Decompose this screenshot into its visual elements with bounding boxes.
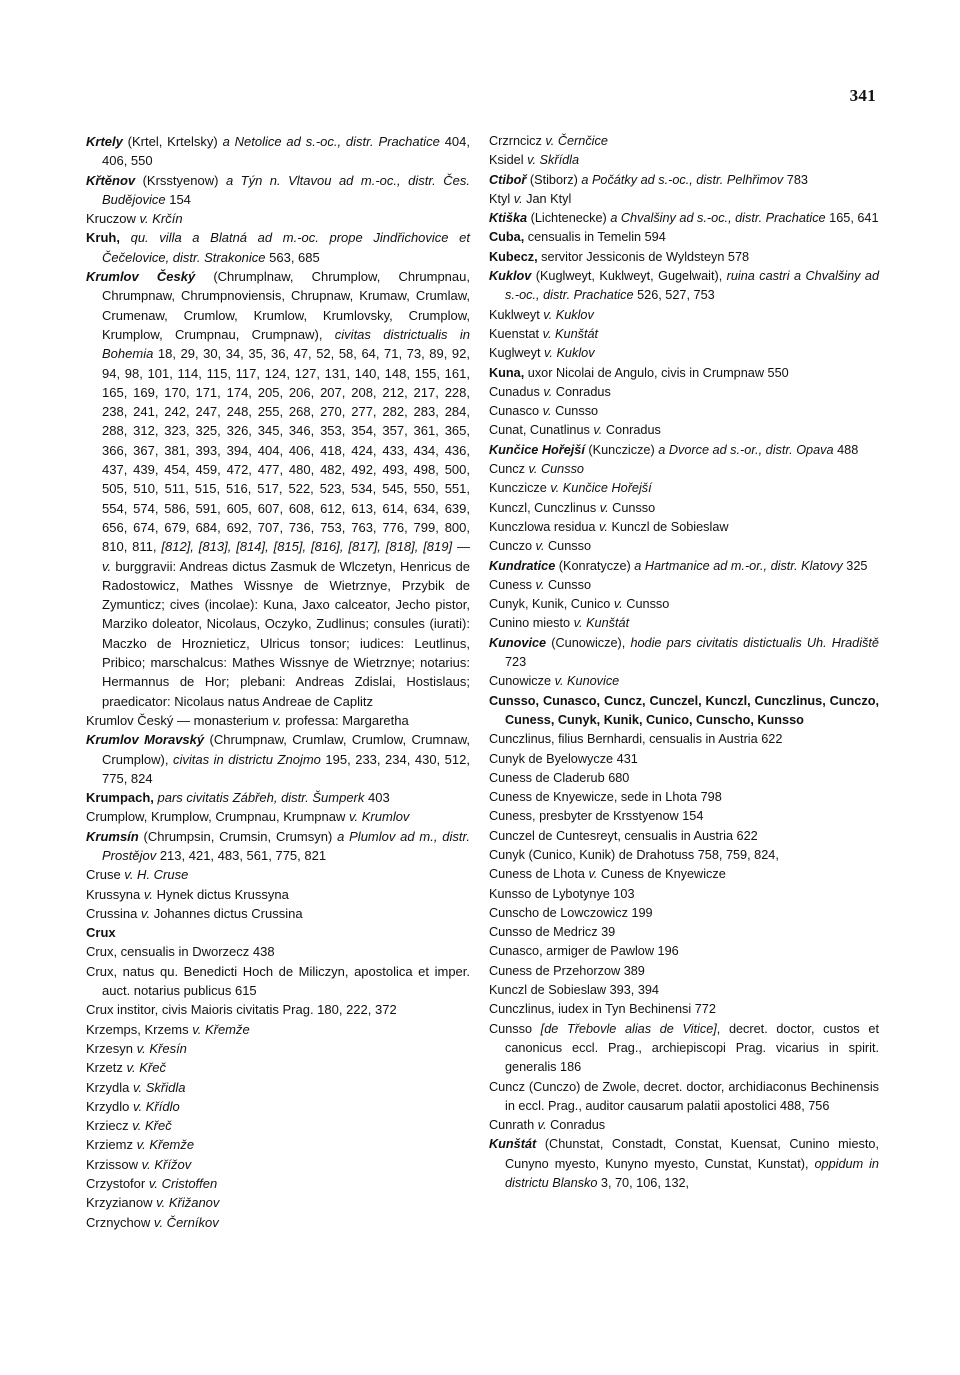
entry-text: Crznychow xyxy=(86,1214,154,1230)
entry-text: a Počátky ad s.-oc., distr. Pelhřimov xyxy=(581,172,784,187)
entry-text: Cunat, Cunatlinus xyxy=(489,423,594,438)
entry-text: a Plumlov ad m., distr. Prostějov xyxy=(102,828,470,863)
entry-text: Krzesyn xyxy=(86,1040,137,1056)
entry-text: (Chunstat, Constadt, Constat, Kuensat, Cunino miesto, Cunyno myesto, Kunyno myesto, Cunstat, Kunstat), xyxy=(505,1137,879,1171)
entry-text: Cuncz (Cunczo) de Zwole, decret. doctor, archidiaconus Bechinensis in eccl. Prag., auditor causarum palatii apostolici 488, 756 xyxy=(489,1079,879,1113)
entry-text: 165, 641 xyxy=(825,211,879,226)
entry-text: Cuness de Przehorzow 389 xyxy=(489,963,645,978)
entry-text: v. Křesín xyxy=(136,1040,187,1056)
entry-text: a Hartmanice ad m.-or., distr. Klatovy xyxy=(634,558,843,573)
entry-headword: Kunčice Hořejší xyxy=(489,442,585,457)
entry-text: civitas districtualis in Bohemia xyxy=(102,326,470,362)
entry-text: Cunczlinus, iudex in Tyn Bechinensi 772 xyxy=(489,1002,716,1017)
index-entry xyxy=(86,1213,470,1232)
entry-text: Cuness de Knyewicze xyxy=(597,867,726,882)
entry-headword: Kuklov xyxy=(489,269,532,284)
entry-text: v. Černíkov xyxy=(153,1214,219,1230)
entry-headword: Kubecz, xyxy=(489,249,538,264)
index-entry xyxy=(86,865,470,884)
index-entry xyxy=(86,132,470,171)
entry-text: Kunczl de Sobieslaw xyxy=(607,519,729,534)
entry-text: Ktyl xyxy=(489,191,514,206)
entry-text: v. xyxy=(542,404,552,419)
entry-text: Hynek dictus Krussyna xyxy=(152,886,289,902)
entry-text: censualis in Temelin 594 xyxy=(524,230,666,245)
index-entry xyxy=(86,1155,470,1174)
entry-text: Krzissow xyxy=(86,1156,142,1172)
entry-text: Kuglweyt xyxy=(489,346,545,361)
index-entry xyxy=(86,942,470,961)
entry-text: Crzrncicz xyxy=(489,134,546,148)
entry-text: 3, 70, 106, 132, xyxy=(597,1176,690,1191)
entry-text: , decret. doctor, custos et canonicus eccl. Prag., archiepiscopi Prag. vicarius in spirit. generalis 186 xyxy=(505,1021,880,1075)
entry-headword: Kunštát xyxy=(489,1137,537,1152)
index-entry xyxy=(489,306,879,325)
entry-text: v. xyxy=(599,500,609,515)
index-entry xyxy=(489,730,879,749)
entry-text: v. xyxy=(613,597,623,612)
entry-text: v. H. Cruse xyxy=(124,867,189,883)
entry-text: Kruczow xyxy=(86,211,140,227)
entry-text: v. xyxy=(513,191,523,206)
entry-text: Cunczo xyxy=(489,539,536,554)
index-entry xyxy=(489,1135,879,1193)
entry-text: 18, 29, 30, 34, 35, 36, 47, 52, 58, 64, 71, 73, 89, 92, 94, 98, 101, 114, 115, 117, 124, 127, 131, 140, 148, 155, 161, 165, 169, 170, 171, 174, 205, 206, 207, 208, 212, 217, 228, 238, 241, 242, 247, 248, 255, 268, 270, 277, 282, 283, 284, 288, 312, 323, 325, 326, 345, 346, 353, 354, 357, 361, 365, 366, 367, 381, 393, 394, 404, 406, 418, 424, 433, 434, 436, 437, 439, 454, 459, 472, 477, 480, 482, 492, 493, 498, 500, 505, 510, 511, 515, 516, 517, 522, 523, 534, 545, 550, 551, 554, 574, 586, 591, 605, 607, 608, 612, 613, 614, 634, 639, 656, 674, 679, 684, 692, 707, 736, 753, 763, 776, 799, 800, 810, 811, xyxy=(102,346,470,555)
entry-text: v. Krčín xyxy=(139,211,183,227)
entry-text: Crux, censualis in Dworzecz 438 xyxy=(86,944,275,960)
entry-text: v. Kuklov xyxy=(543,307,594,322)
entry-text: civitas in districtu Znojmo xyxy=(172,751,321,767)
entry-text: v. xyxy=(593,423,603,438)
entry-text: Kuenstat xyxy=(489,326,543,341)
entry-text: Crzystofor xyxy=(86,1176,149,1192)
entry-text: Cuness de Claderub 680 xyxy=(489,770,630,785)
entry-text: Conradus xyxy=(602,423,661,438)
index-entry xyxy=(489,171,879,190)
index-entry xyxy=(489,267,879,306)
index-entry xyxy=(86,788,470,807)
entry-text: Cunyk (Cunico, Kunik) de Drahotuss 758, 759, 824, xyxy=(489,847,779,862)
index-entry xyxy=(86,171,470,210)
index-entry xyxy=(489,827,879,846)
entry-text: a Netolice ad s.-oc., distr. Prachatice xyxy=(222,134,440,149)
entry-headword: Krumlov Moravský xyxy=(86,732,205,748)
index-entry xyxy=(489,1020,879,1078)
index-entry xyxy=(86,267,470,711)
entry-headword: Krtely xyxy=(86,134,123,149)
entry-text: v. xyxy=(140,905,151,921)
entry-text: v. Křeč xyxy=(132,1118,172,1134)
index-entry xyxy=(86,1039,470,1058)
entry-text: v. Kunštát xyxy=(542,326,599,341)
entry-text: v. Kuklov xyxy=(544,346,595,361)
index-entry xyxy=(489,228,879,247)
index-entry xyxy=(489,383,879,402)
entry-text: 325 xyxy=(842,558,868,573)
index-entry xyxy=(489,441,879,460)
index-entry xyxy=(86,711,470,730)
entry-text: Kunczicze xyxy=(489,481,551,496)
entry-text: 488 xyxy=(833,442,859,457)
index-entry xyxy=(489,942,879,961)
index-entry xyxy=(489,1000,879,1019)
entry-text: Krzemps, Krzems xyxy=(86,1021,193,1037)
entry-text: Cunsso xyxy=(544,577,592,592)
entry-text: a Týn n. Vltavou ad m.-oc., distr. Čes. Budějovice xyxy=(102,172,470,207)
entry-text: (Kunczicze) xyxy=(584,442,659,457)
entry-text: [812], [813], [814], [815], [816], [817], [818], [819] xyxy=(161,539,453,555)
index-entry xyxy=(489,923,879,942)
entry-text: v. Křemže xyxy=(136,1137,195,1153)
entry-text: (Chrumplnaw, Chrumplow, Chrumpnau, Chrumpnaw, Chrumpnoviensis, Chrupnaw, Krumaw, Crumlaw, Crumenaw, Crumlow, Krumlow, Krumlovsky, Crumplow, Krumplow, Crumpnau, Crumpnaw), xyxy=(102,269,470,342)
entry-text: ruina castri a Chvalšiny ad s.-oc., distr. Prachatice xyxy=(505,269,879,303)
entry-text: v. Černčice xyxy=(545,134,608,148)
index-entry xyxy=(86,1020,470,1039)
entry-text: Crussina xyxy=(86,905,141,921)
entry-headword: Krumlov Český xyxy=(86,269,196,285)
entry-text: v. Skřídla xyxy=(527,153,580,168)
entry-text: Krzydla xyxy=(86,1079,133,1095)
index-entry xyxy=(489,846,879,865)
index-entry xyxy=(489,344,879,363)
entry-text: Crux, natus qu. Benedicti Hoch de Miliczyn, apostolica et imper. auct. notarius publicus 615 xyxy=(86,963,470,999)
entry-text: (Cunowicze), xyxy=(546,635,631,650)
entry-text: v. Křemže xyxy=(192,1021,250,1037)
entry-headword: Cunsso, Cunasco, Cuncz, Cunczel, Kunczl, Cunczlinus, Cunczo, Cuness, Cunyk, Kunik, Cunico, Cunscho, Kunsso xyxy=(489,693,879,727)
index-entry xyxy=(489,557,879,576)
entry-text: Krziecz xyxy=(86,1118,133,1134)
entry-text: 213, 421, 483, 561, 775, 821 xyxy=(156,847,327,863)
index-entry xyxy=(489,904,879,923)
entry-headword: Krumpach, xyxy=(86,790,154,806)
entry-text: Cunyk de Byelowycze 431 xyxy=(489,751,638,766)
entry-text: v. Kunštát xyxy=(573,616,630,631)
index-entry xyxy=(489,692,879,731)
entry-text: Cunadus xyxy=(489,384,544,399)
index-entry xyxy=(86,1116,470,1135)
index-entry xyxy=(489,885,879,904)
entry-text: Cunino miesto xyxy=(489,616,574,631)
entry-text: v. xyxy=(535,577,545,592)
index-entry xyxy=(86,1078,470,1097)
entry-text: Conradus xyxy=(546,1118,606,1133)
entry-text: Krumlov Český — monasterium xyxy=(86,712,273,728)
index-entry xyxy=(86,1058,470,1077)
entry-text: 563, 685 xyxy=(265,249,320,265)
entry-text: 154 xyxy=(165,191,191,207)
entry-text: (Stiborz) xyxy=(526,172,582,187)
entry-text: Cunrath xyxy=(489,1118,538,1133)
entry-text: Krzetz xyxy=(86,1060,127,1076)
entry-text: v. xyxy=(588,867,598,882)
index-entry xyxy=(489,672,879,691)
entry-headword: Crux xyxy=(86,925,116,941)
index-entry xyxy=(489,421,879,440)
entry-text: Cuncz xyxy=(489,462,529,477)
index-entry xyxy=(86,1135,470,1154)
index-entry xyxy=(489,788,879,807)
index-entry xyxy=(489,962,879,981)
index-entry xyxy=(86,730,470,788)
index-entry xyxy=(86,807,470,826)
entry-headword: Ctiboř xyxy=(489,172,527,187)
entry-text: v. Kunčice Hořejší xyxy=(550,481,652,496)
index-entry xyxy=(489,537,879,556)
entry-text: 195, 233, 234, 430, 512, 775, 824 xyxy=(102,751,470,786)
index-entry xyxy=(489,325,879,344)
entry-text: pars civitatis Zábřeh, distr. Šumperk xyxy=(153,790,365,806)
index-entry xyxy=(489,402,879,421)
entry-text: Crux institor, civis Maioris civitatis Prag. 180, 222, 372 xyxy=(86,1002,397,1018)
entry-text: a Dvorce ad s.-or., distr. Opava xyxy=(658,442,834,457)
entry-text: 526, 527, 753 xyxy=(633,288,715,303)
entry-text: Cunsso de Medricz 39 xyxy=(489,925,616,940)
index-entry xyxy=(489,190,879,209)
index-entry xyxy=(489,479,879,498)
entry-text: Cuness, presbyter de Krsstyenow 154 xyxy=(489,809,704,824)
entry-text: hodie pars civitatis distictualis Uh. Hradiště xyxy=(630,635,879,650)
entry-text: v. xyxy=(535,539,545,554)
entry-text: (Lichtenecke) xyxy=(527,211,611,226)
entry-text: v. xyxy=(272,712,282,728)
entry-text: (Krtel, Krtelsky) xyxy=(122,134,223,149)
entry-text: v. Křížov xyxy=(141,1156,192,1172)
page-number: 341 xyxy=(849,86,876,105)
entry-text: v. xyxy=(143,886,153,902)
entry-text: v. Kunovice xyxy=(554,674,620,689)
entry-text: Krziemz xyxy=(86,1137,137,1153)
entry-headword: Křtěnov xyxy=(86,172,136,188)
entry-text: v. xyxy=(537,1118,547,1133)
index-entry xyxy=(489,151,879,170)
entry-text: Kunczl, Cunczlinus xyxy=(489,500,600,515)
entry-text: (Chrumpnaw, Crumlaw, Crumlow, Crumnaw, Crumplow), xyxy=(102,732,470,767)
entry-headword: Kunovice xyxy=(489,635,547,650)
entry-headword: Kundratice xyxy=(489,558,556,573)
entry-text: v. xyxy=(543,384,553,399)
entry-text: — xyxy=(452,539,470,555)
entry-text: Cunscho de Lowczowicz 199 xyxy=(489,905,653,920)
entry-text: v. xyxy=(102,558,112,574)
entry-headword: Krumsín xyxy=(86,828,139,844)
index-entry xyxy=(489,807,879,826)
entry-text: Krzyzianow xyxy=(86,1195,157,1211)
entry-text: v. Křižanov xyxy=(156,1195,220,1211)
entry-text: (Konratycze) xyxy=(555,558,635,573)
index-entry xyxy=(489,576,879,595)
entry-headword: Cuba, xyxy=(489,230,525,245)
index-entry xyxy=(86,885,470,904)
index-entry xyxy=(489,981,879,1000)
entry-text: Cunsso xyxy=(489,1021,541,1036)
entry-text: Jan Ktyl xyxy=(522,191,572,206)
entry-text: Crumplow, Krumplow, Crumpnau, Krumpnaw xyxy=(86,809,349,825)
entry-headword: Ktiška xyxy=(489,211,528,226)
entry-text: Cunasco, armiger de Pawlow 196 xyxy=(489,944,679,959)
entry-text: professa: Margaretha xyxy=(281,712,409,728)
index-entry xyxy=(86,923,470,942)
index-entry xyxy=(86,1193,470,1212)
index-entry xyxy=(86,1000,470,1019)
index-entry xyxy=(86,1174,470,1193)
entry-text: Kunczlowa residua xyxy=(489,519,600,534)
entry-text: 723 xyxy=(505,655,527,670)
entry-text: v. Cunsso xyxy=(528,462,584,477)
index-entry xyxy=(489,364,879,383)
entry-text: Kuklweyt xyxy=(489,307,544,322)
entry-text: burggravii: Andreas dictus Zasmuk de Wlczetyn, Henricus de Radostowicz, Mathes Wissnye de Wietrznye, Przybik de Zymunticz; cives (incolae): Kuna, Jaxo calceator, Jecho pistor, Marziko doleator, Nicolaus, Oczyko, Zudlinus; consules (iurati): Maczko de Hroznieticz, Ulricus tonsor; iudices: Leutlinus, Pribico; marschalcus: Mathes Wissnye de Wietrznye; notarius: Hermannus de Hor; plebani: Andreas Zdislai, Hostislaus; praedicator: Nicolaus natus Andreae de Caplitz xyxy=(102,558,470,709)
entry-text: Krussyna xyxy=(86,886,144,902)
entry-text: Cunczlinus, filius Bernhardi, censualis in Austria 622 xyxy=(489,732,783,747)
entry-text: Cunyk, Kunik, Cunico xyxy=(489,597,614,612)
index-entry xyxy=(489,460,879,479)
index-entry xyxy=(489,595,879,614)
index-entry xyxy=(86,827,470,866)
index-entry xyxy=(489,769,879,788)
entry-text: 404, 406, 550 xyxy=(102,134,471,169)
entry-headword: Kruh, xyxy=(86,230,120,246)
entry-text: (Chrumpsin, Crumsin, Crumsyn) xyxy=(138,828,338,844)
left-column xyxy=(86,132,470,1232)
index-entry xyxy=(489,614,879,633)
right-column xyxy=(489,132,879,1193)
entry-text: Cunczel de Cuntesreyt, censualis in Austria 622 xyxy=(489,828,758,843)
entry-text: oppidum in districtu Blansko xyxy=(505,1156,879,1191)
entry-text: Conradus xyxy=(552,384,611,399)
entry-text: Cunsso xyxy=(544,539,592,554)
entry-text: Cunasco xyxy=(489,404,543,419)
entry-text: (Kuglweyt, Kuklweyt, Gugelwait), xyxy=(531,269,727,284)
entry-text: Krzydlo xyxy=(86,1098,133,1114)
index-entry xyxy=(489,248,879,267)
entry-text: v. Křeč xyxy=(126,1060,166,1076)
index-entry xyxy=(86,228,470,267)
index-entry xyxy=(489,1078,879,1117)
entry-text: Cunowicze xyxy=(489,674,555,689)
index-entry xyxy=(86,962,470,1001)
entry-text: Kunczl de Sobieslaw 393, 394 xyxy=(489,983,659,998)
entry-text: uxor Nicolai de Angulo, civis in Crumpnaw 550 xyxy=(524,365,789,380)
index-entry xyxy=(489,865,879,884)
entry-text: servitor Jessiconis de Wyldsteyn 578 xyxy=(537,249,750,264)
entry-text: qu. villa a Blatná ad m.-oc. prope Jindřichovice et Čečelovice, distr. Strakonice xyxy=(102,230,470,265)
index-entry xyxy=(86,904,470,923)
entry-text: v. Krumlov xyxy=(349,809,410,825)
entry-text: v. Cristoffen xyxy=(148,1176,218,1192)
entry-text: Ksidel xyxy=(489,153,528,168)
index-entry xyxy=(489,132,879,151)
entry-text: Kunsso de Lybotynye 103 xyxy=(489,886,635,901)
entry-text: Cunsso xyxy=(608,500,656,515)
entry-text: Cunsso xyxy=(551,404,599,419)
entry-text: Cruse xyxy=(86,867,125,883)
entry-text: Johannes dictus Crussina xyxy=(150,905,303,921)
index-entry xyxy=(489,1116,879,1135)
entry-text: Cuness de Lhota xyxy=(489,867,589,882)
entry-text: 783 xyxy=(783,172,808,187)
index-entry xyxy=(86,1097,470,1116)
entry-text: Cuness xyxy=(489,577,536,592)
index-entry xyxy=(489,499,879,518)
entry-text: (Krsstyenow) xyxy=(135,172,226,188)
entry-text: v. xyxy=(599,519,608,534)
entry-text: v. Křídlo xyxy=(132,1098,180,1114)
index-entry xyxy=(489,518,879,537)
entry-text: 403 xyxy=(364,790,390,806)
entry-text: Cuness de Knyewicze, sede in Lhota 798 xyxy=(489,790,722,805)
entry-text: Cunsso xyxy=(622,597,670,612)
entry-text: a Chvalšiny ad s.-oc., distr. Prachatice xyxy=(610,211,826,226)
index-entry xyxy=(489,209,879,228)
entry-text: v. Skřidla xyxy=(132,1079,186,1095)
index-entry xyxy=(489,634,879,673)
index-entry xyxy=(489,750,879,769)
index-entry xyxy=(86,209,470,228)
entry-headword: Kuna, xyxy=(489,365,525,380)
entry-text: [de Třebovle alias de Vitice] xyxy=(540,1021,717,1036)
